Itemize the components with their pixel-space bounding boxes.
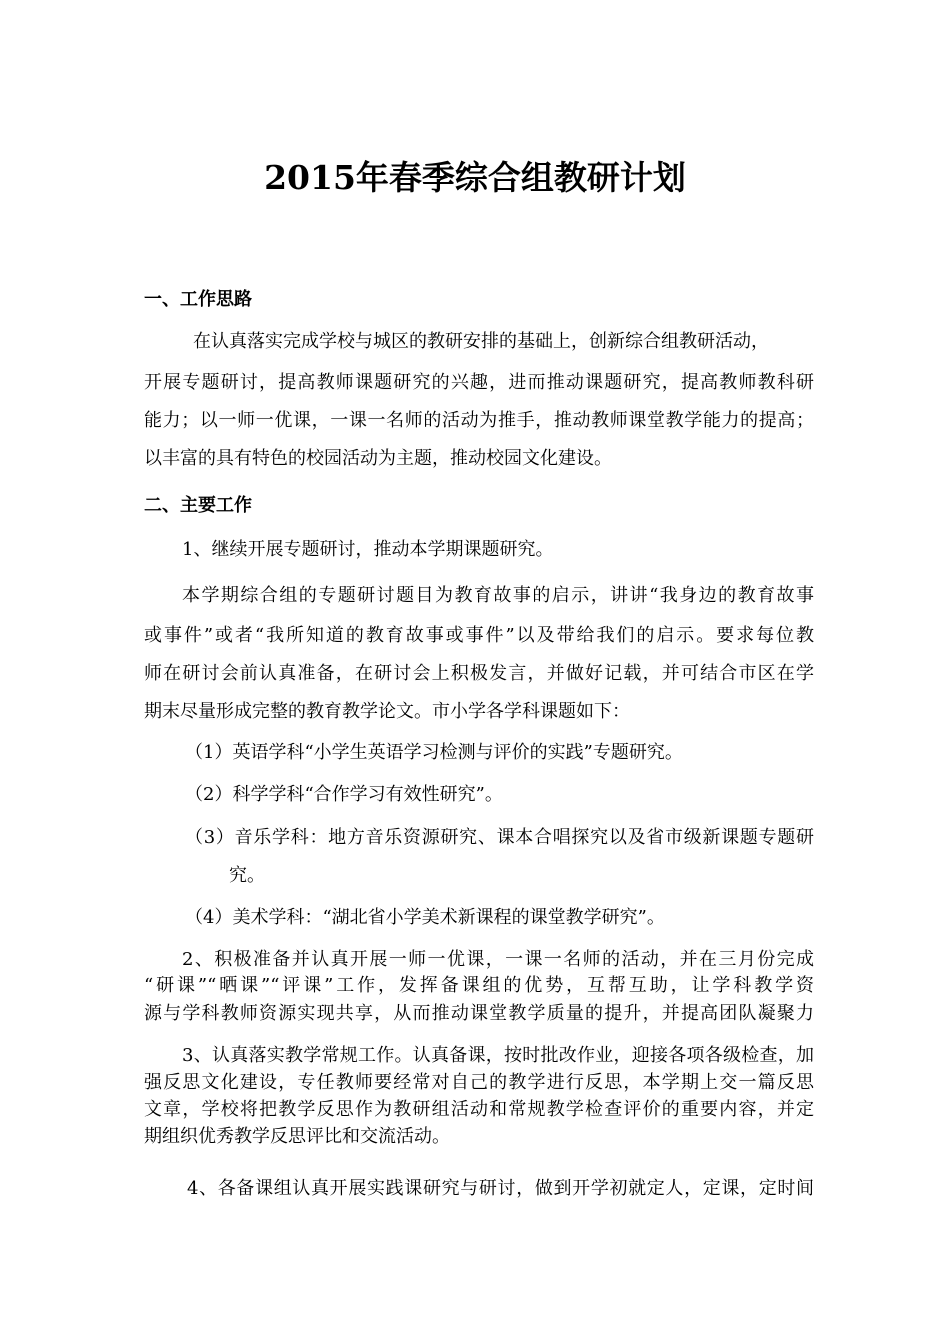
paragraph-line: 以丰富的具有特色的校园活动为主题，推动校园文化建设。 <box>144 448 612 469</box>
paragraph-line: 文章，学校将把教学反思作为教研组活动和常规教学检查评价的重要内容，并定 <box>144 1099 814 1120</box>
list-item: 1、继续开展专题研讨，推动本学期课题研究。 <box>182 539 554 560</box>
paragraph-line: 4、各备课组认真开展实践课研究与研讨，做到开学初就定人，定课，定时间 <box>187 1178 814 1199</box>
paragraph-line: “研课”“晒课”“评课”工作，发挥备课组的优势，互帮互助，让学科教学资 <box>144 975 814 996</box>
paragraph-line: 开展专题研讨，提高教师课题研究的兴趣，进而推动课题研究，提高教师教科研 <box>144 372 814 393</box>
paragraph-line: 期组织优秀教学反思评比和交流活动。 <box>144 1126 450 1147</box>
subject-item: （1）英语学科“小学生英语学习检测与评价的实践”专题研究。 <box>185 742 683 763</box>
paragraph-line: 期末尽量形成完整的教育教学论文。市小学各学科课题如下： <box>144 701 630 722</box>
subject-item: （2）科学学科“合作学习有效性研究”。 <box>185 784 503 805</box>
subject-item: （3）音乐学科：地方音乐资源研究、课本合唱探究以及省市级新课题专题研 <box>185 827 814 848</box>
paragraph-line: 3、认真落实教学常规工作。认真备课，按时批改作业，迎接各项各级检查，加 <box>182 1045 814 1066</box>
subject-item-continuation: 究。 <box>229 865 265 886</box>
paragraph-line: 能力；以一师一优课，一课一名师的活动为推手，推动教师课堂教学能力的提高； <box>144 410 814 431</box>
subject-item: （4）美术学科：“湖北省小学美术新课程的课堂教学研究”。 <box>185 907 665 928</box>
section-heading-main-work: 二、主要工作 <box>144 495 252 516</box>
paragraph-line: 2、积极准备并认真开展一师一优课，一课一名师的活动，并在三月份完成 <box>182 949 814 970</box>
paragraph-line: 师在研讨会前认真准备，在研讨会上积极发言，并做好记载，并可结合市区在学 <box>144 663 814 684</box>
paragraph-line: 源与学科教师资源实现共享，从而推动课堂教学质量的提升，并提高团队凝聚力 <box>144 1003 814 1024</box>
paragraph-line: 强反思文化建设，专任教师要经常对自己的教学进行反思，本学期上交一篇反思 <box>144 1072 814 1093</box>
paragraph-line: 或事件”或者“我所知道的教育故事或事件”以及带给我们的启示。要求每位教 <box>144 625 814 646</box>
paragraph-line: 本学期综合组的专题研讨题目为教育故事的启示，讲讲“我身边的教育故事 <box>182 585 814 606</box>
section-heading-approach: 一、工作思路 <box>144 289 252 310</box>
paragraph-line: 在认真落实完成学校与城区的教研安排的基础上，创新综合组教研活动， <box>193 331 769 352</box>
document-title: 2015年春季综合组教研计划 <box>264 158 686 197</box>
